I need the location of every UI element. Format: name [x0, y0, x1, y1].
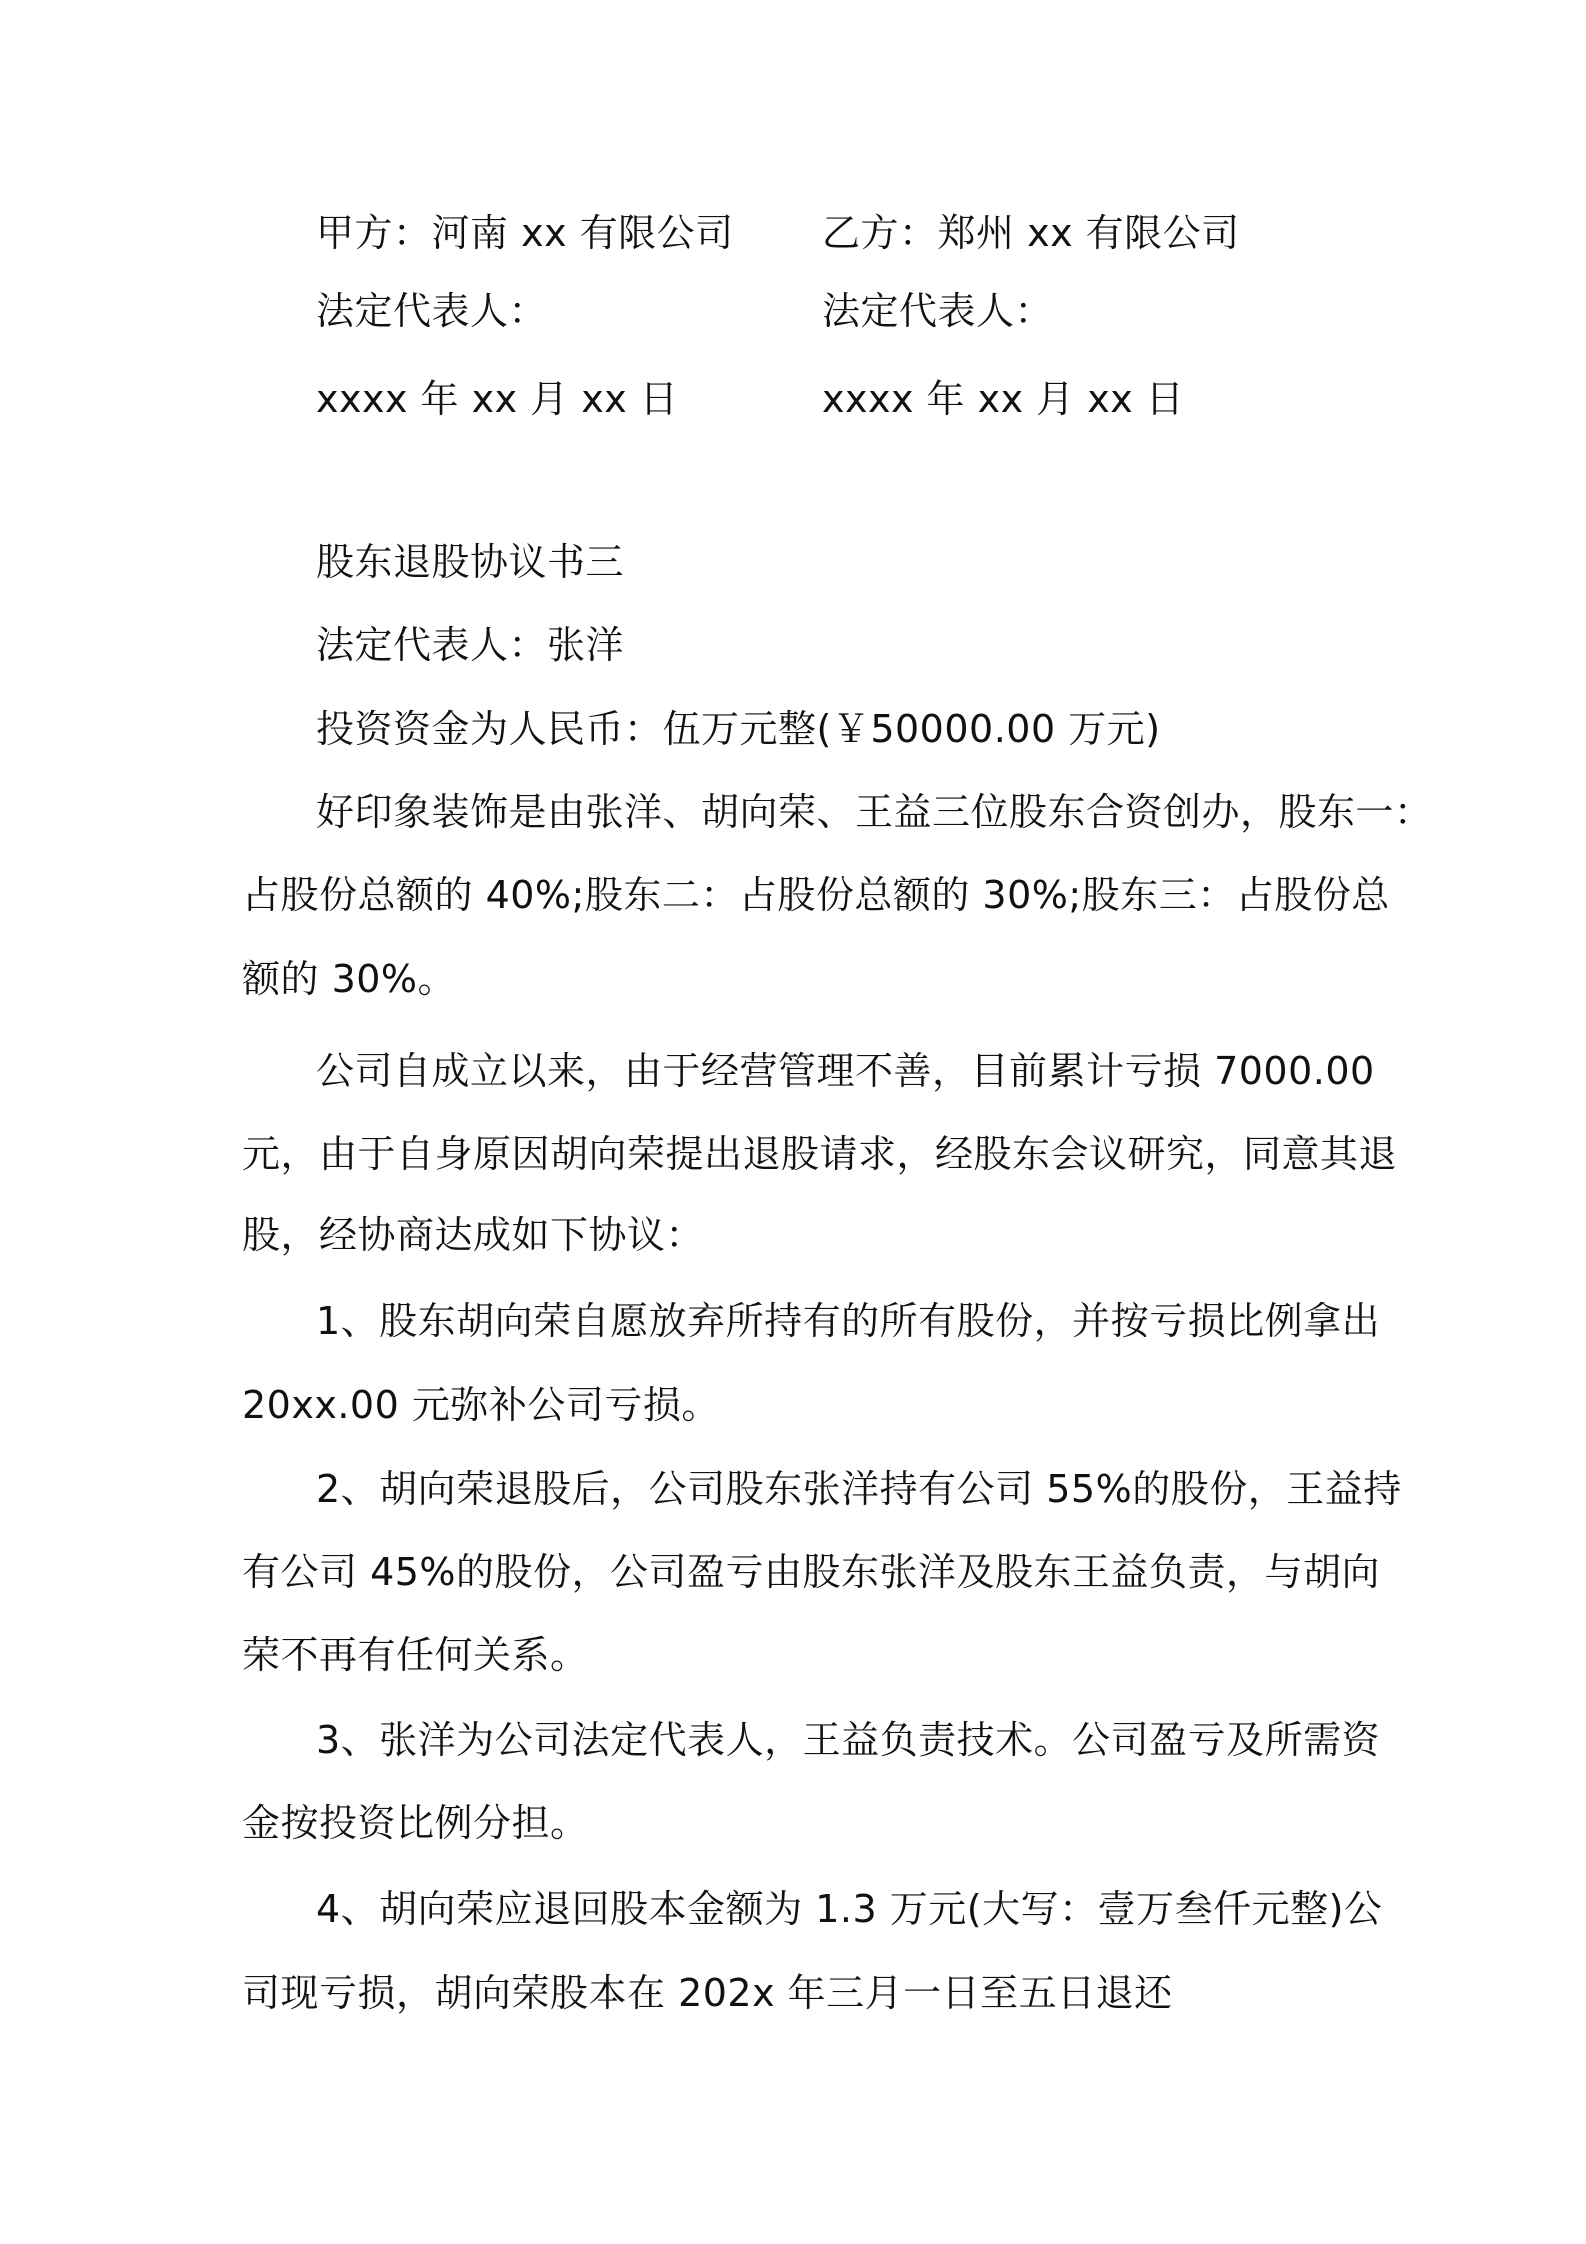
- clause-4-line-2: 司现亏损，胡向荣股本在 202x 年三月一日至五日退还: [242, 1971, 1173, 2015]
- party-b-date: xxxx 年 xx 月 xx 日: [822, 377, 1185, 421]
- clause-3-line-1: 3、张洋为公司法定代表人，王益负责技术。公司盈亏及所需资: [316, 1718, 1381, 1762]
- intro-line-2: 占股份总额的 40%;股东二：占股份总额的 30%;股东三：占股份总: [242, 873, 1390, 917]
- background-line-3: 股，经协商达成如下协议：: [242, 1213, 705, 1257]
- intro-line-3: 额的 30%。: [242, 957, 457, 1001]
- clause-2-line-3: 荣不再有任何关系。: [242, 1633, 589, 1677]
- party-b-representative: 法定代表人：: [822, 289, 1054, 333]
- party-a-date: xxxx 年 xx 月 xx 日: [316, 377, 679, 421]
- clause-1-line-1: 1、股东胡向荣自愿放弃所持有的所有股份，并按亏损比例拿出: [316, 1299, 1381, 1343]
- clause-3-line-2: 金按投资比例分担。: [242, 1801, 589, 1845]
- legal-representative: 法定代表人：张洋: [316, 623, 625, 667]
- investment-amount: 投资资金为人民币：伍万元整(￥50000.00 万元): [316, 707, 1161, 751]
- background-line-2: 元，由于自身原因胡向荣提出退股请求，经股东会议研究，同意其退: [242, 1132, 1398, 1176]
- party-a-representative: 法定代表人：: [316, 289, 548, 333]
- agreement-title: 股东退股协议书三: [316, 540, 625, 584]
- background-line-1: 公司自成立以来，由于经营管理不善，目前累计亏损 7000.00: [316, 1049, 1375, 1093]
- clause-2-line-1: 2、胡向荣退股后，公司股东张洋持有公司 55%的股份，王益持: [316, 1467, 1402, 1511]
- party-b-name: 乙方：郑州 xx 有限公司: [822, 211, 1240, 255]
- party-a-name: 甲方：河南 xx 有限公司: [316, 211, 734, 255]
- clause-1-line-2: 20xx.00 元弥补公司亏损。: [242, 1383, 720, 1427]
- clause-2-line-2: 有公司 45%的股份，公司盈亏由股东张洋及股东王益负责，与胡向: [242, 1550, 1381, 1594]
- intro-line-1: 好印象装饰是由张洋、胡向荣、王益三位股东合资创办，股东一：: [316, 790, 1433, 834]
- clause-4-line-1: 4、胡向荣应退回股本金额为 1.3 万元(大写：壹万叁仟元整)公: [316, 1887, 1383, 1931]
